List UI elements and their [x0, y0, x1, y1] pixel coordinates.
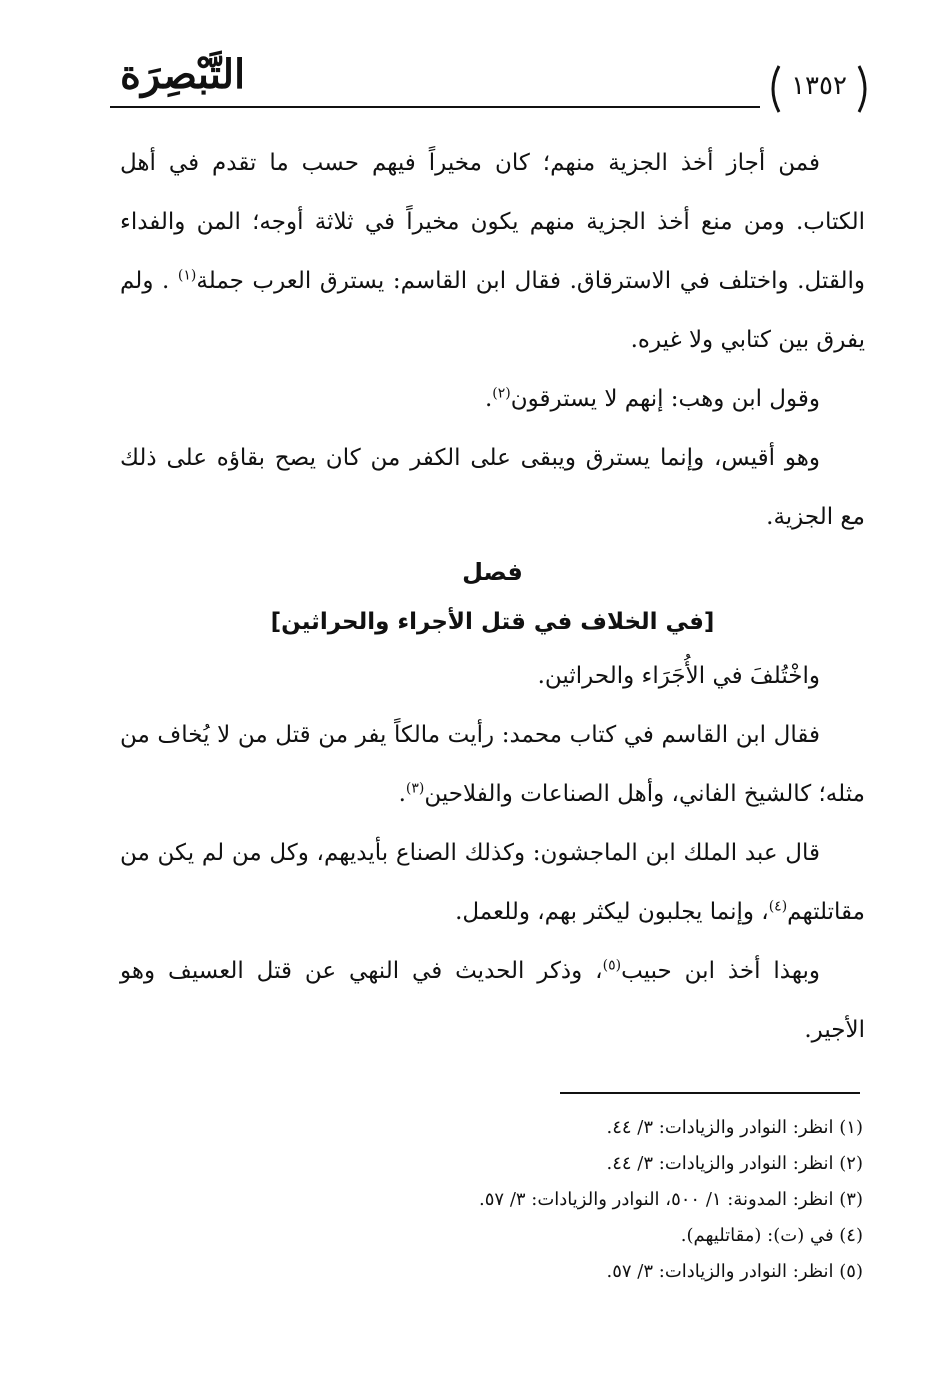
- footnote: (٣) انظر: المدونة: ١/ ٥٠٠، النوادر والزيادات: ٣/ ٥٧.: [479, 1189, 863, 1210]
- footnote: (١) انظر: النوادر والزيادات: ٣/ ٤٤.: [606, 1117, 863, 1138]
- paragraph: قال عبد الملك ابن الماجشون: وكذلك الصناع بأيديهم، وكل من لم يكن من مقاتلتهم$^{(٤)}$، وإنما يجلبون ليكثر بهم، وللعمل.: [120, 840, 865, 925]
- footnote: (٤) في (ت): (مقاتليهم).: [680, 1225, 863, 1246]
- footnote-divider: [560, 1092, 860, 1094]
- footnote-ref: (١): [177, 267, 197, 284]
- paragraph: واخْتُلفَ في الأُجَرَاء والحراثين.: [537, 663, 820, 689]
- page-number: ١٣٥٢: [791, 71, 847, 101]
- footnote-ref: (٤): [768, 898, 788, 915]
- footnote-ref: (٥): [602, 957, 622, 974]
- footnotes: [300, 1110, 863, 1290]
- paragraph: وهو أقيس، وإنما يسترق ويبقى على الكفر من كان يصح بقاؤه على ذلك مع الجزية.: [120, 445, 865, 530]
- header-rule: [110, 106, 760, 108]
- footnote: (٢) انظر: النوادر والزيادات: ٣/ ٤٤.: [606, 1153, 863, 1174]
- paragraph: وقول ابن وهب: إنهم لا يسترقون$^{(٢)}$.: [484, 385, 820, 412]
- book-title: التَّبْصِرَة: [120, 51, 246, 98]
- footnote: (٥) انظر: النوادر والزيادات: ٣/ ٥٧.: [606, 1261, 863, 1282]
- footnote-ref: (٢): [492, 385, 511, 402]
- section-heading: فصل: [462, 558, 523, 586]
- paragraph: وبهذا أخذ ابن حبيب$^{(٥)}$، وذكر الحديث في النهي عن قتل العسيف وهو الأجير.: [120, 957, 865, 1043]
- footnote-ref: (٣): [405, 780, 425, 797]
- page-header: [110, 44, 870, 114]
- section-subheading: [في الخلاف في قتل الأجراء والحراثين]: [270, 609, 715, 635]
- page-number-frame: [765, 60, 873, 118]
- main-text: [120, 134, 865, 1060]
- paragraph: فمن أجاز أخذ الجزية منهم؛ كان مخيراً فيهم حسب ما تقدم في أهل الكتاب. ومن منع أخذ الجزية منهم يكون مخيراً في ثلاثة أوجه؛ المن والفداء والقتل. واختلف في الاسترقاق. فقال ابن القاسم: يسترق العرب جملة$^{(١)}$ . ولم يفرق بين كتابي ولا غيره.: [120, 150, 865, 353]
- paragraph: فقال ابن القاسم في كتاب محمد: رأيت مالكاً يفر من قتل من لا يُخاف من مثله؛ كالشيخ الفاني، وأهل الصناعات والفلاحين$^{(٣)}$.: [120, 722, 865, 807]
